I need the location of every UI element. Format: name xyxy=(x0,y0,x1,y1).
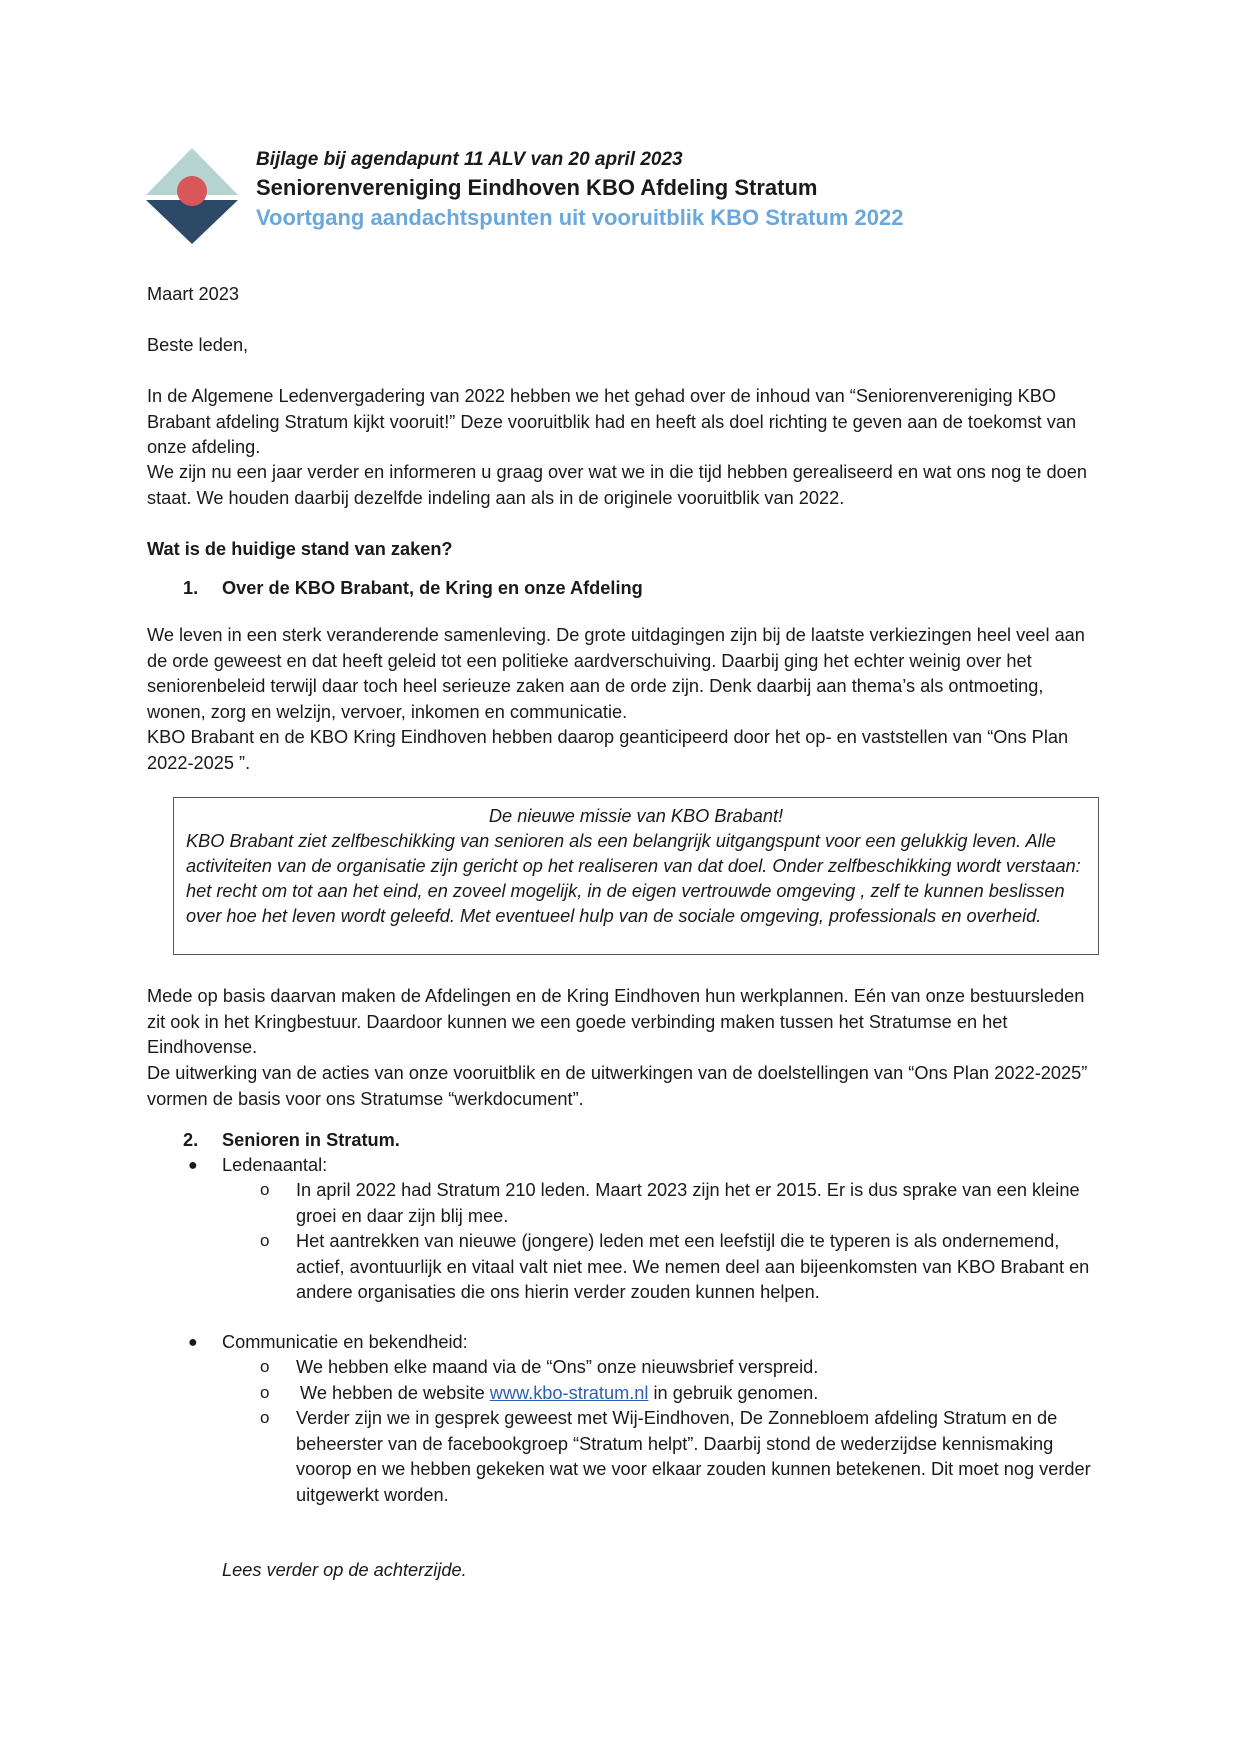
header-organization: Seniorenvereniging Eindhoven KBO Afdeling Stratum xyxy=(256,175,818,200)
section-2-number: 2. xyxy=(183,1130,199,1150)
section-1-paragraph-1: We leven in een sterk veranderende samenleving. De grote uitdagingen zijn bij de laatste verkiezingen heel veel aan de orde geweest en dat heeft geleid tot een politieke aardverschuiving. Daarbij ging het echter weinig over het seniorenbeleid terwijl daar toch heel serieuze zaken aan de orde zijn. Denk daarbij aan thema’s als ontmoeting, wonen, zorg en welzijn, vervoer, inkomen en communicatie. xyxy=(147,625,1085,722)
website-text-after: in gebruik genomen. xyxy=(648,1383,819,1403)
document-date: Maart 2023 xyxy=(147,284,240,304)
intro-paragraph-1: In de Algemene Ledenvergadering van 2022 hebben we het gehad over de inhoud van “Seniorenvereniging KBO Brabant afdeling Stratum kijkt vooruit!” Deze vooruitblik had en heeft als doel richting te geven aan de toekomst van onze afdeling. xyxy=(147,386,1077,457)
communication-item-website xyxy=(300,1381,1100,1407)
website-text-before: We hebben de website xyxy=(300,1383,490,1403)
intro-paragraph-2: We zijn nu een jaar verder en informeren u graag over wat we in die tijd hebben gerealiseerd en wat ons nog te doen staat. We houden daarbij dezelfde indeling aan als in de originele vooruitblik van 2022. xyxy=(147,462,1087,508)
sub-bullet-icon: o xyxy=(260,1231,270,1250)
mission-title: De nieuwe missie van KBO Brabant! xyxy=(488,806,784,826)
section-2-title: Senioren in Stratum. xyxy=(222,1130,400,1150)
section-1-paragraph-2: KBO Brabant en de KBO Kring Eindhoven hebben daarop geanticipeerd door het op- en vaststellen van “Ons Plan 2022-2025 ”. xyxy=(147,727,1069,773)
sub-bullet-icon: o xyxy=(260,1383,270,1402)
status-question-heading: Wat is de huidige stand van zaken? xyxy=(147,539,453,559)
members-item-1: In april 2022 had Stratum 210 leden. Maart 2023 zijn het er 2015. Er is dus sprake van een kleine groei en daar zijn blij mee. xyxy=(296,1180,1080,1226)
bullet-label-communication: Communicatie en bekendheid: xyxy=(222,1332,468,1352)
salutation: Beste leden, xyxy=(147,335,249,355)
closing-note: Lees verder op de achterzijde. xyxy=(222,1560,467,1580)
header-attachment-line: Bijlage bij agendapunt 11 ALV van 20 april 2023 xyxy=(256,149,683,170)
sub-bullet-icon: o xyxy=(260,1357,270,1376)
kbo-logo-icon xyxy=(146,148,238,244)
bullet-label-members: Ledenaantal: xyxy=(222,1155,328,1175)
section-1-paragraph-3: Mede op basis daarvan maken de Afdelingen en de Kring Eindhoven hun werkplannen. Eén van onze bestuursleden zit ook in het Kringbestuur. Daardoor kunnen we een goede verbinding maken tussen het Stratumse en het Eindhovense. xyxy=(147,986,1085,1057)
mission-text: KBO Brabant ziet zelfbeschikking van senioren als een belangrijk uitgangspunt voor een gelukkig leven. Alle activiteiten van de organisatie zijn gericht op het realiseren van dat doel. Onder zelfbeschikking wordt verstaan: het recht om tot aan het eind, en zoveel mogelijk, in de eigen vertrouwde omgeving , zelf te kunnen beslissen over hoe het leven wordt geleefd. Met eventueel hulp van de sociale omgeving, professionals en overheid. xyxy=(186,831,1081,926)
sub-bullet-icon: o xyxy=(260,1408,270,1427)
sub-bullet-icon: o xyxy=(260,1180,270,1199)
members-item-2: Het aantrekken van nieuwe (jongere) leden met een leefstijl die te typeren is als ondernemend, actief, avontuurlijk en vitaal valt niet mee. We nemen deel aan bijeenkomsten van KBO Brabant en andere organisaties die ons hierin verder zouden kunnen helpen. xyxy=(296,1231,1090,1302)
header-document-title: Voortgang aandachtspunten uit vooruitblik KBO Stratum 2022 xyxy=(256,205,904,230)
communication-item-newsletter: We hebben elke maand via de “Ons” onze nieuwsbrief verspreid. xyxy=(296,1357,819,1377)
section-1-number: 1. xyxy=(183,578,199,598)
communication-item-contacts: Verder zijn we in gesprek geweest met Wij-Eindhoven, De Zonnebloem afdeling Stratum en de beheerster van de facebookgroep “Stratum helpt”. Daarbij stond de wederzijdse kennismaking voorop en we hebben gekeken wat we voor elkaar zouden kunnen betekenen. Dit moet nog verder uitgewerkt worden. xyxy=(296,1408,1091,1505)
section-1-paragraph-4: De uitwerking van de acties van onze vooruitblik en de uitwerkingen van de doelstellingen van “Ons Plan 2022-2025” vormen de basis voor ons Stratumse “werkdocument”. xyxy=(147,1063,1088,1109)
bullet-icon: ● xyxy=(188,1157,198,1174)
mission-box xyxy=(173,797,1099,955)
bullet-icon: ● xyxy=(188,1334,198,1351)
section-1-title: Over de KBO Brabant, de Kring en onze Afdeling xyxy=(222,578,643,598)
website-link[interactable]: www.kbo-stratum.nl xyxy=(489,1383,649,1403)
